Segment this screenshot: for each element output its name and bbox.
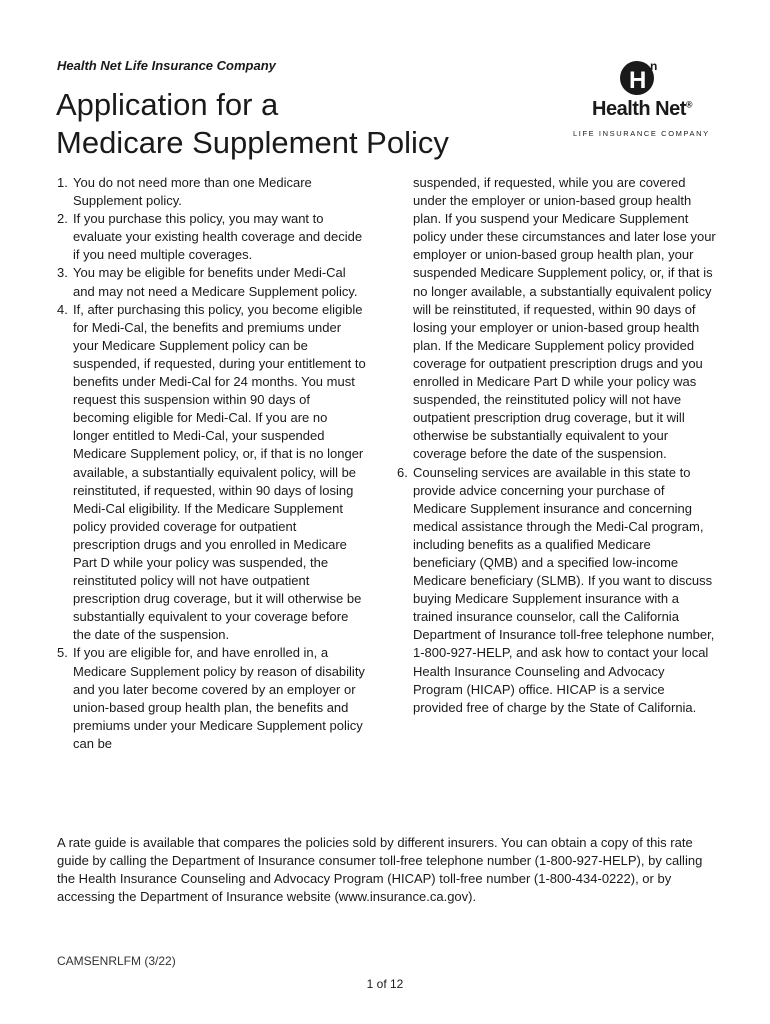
trademark: ® [685,99,693,110]
logo-mark-n: n [650,59,658,73]
notice-item-5-continued: suspended, if requested, while you are covered under the employer or union-based group health plan. If you suspend your Medicare Supplement policy under these circumstances and later lose your employer or union-based group health plan, your suspended Medicare Supplement policy, or, if that is no longer available, a substantially equivalent policy will be reinstituted, if requested, within 90 days of losing your employer or union-based group health plan. If the Medicare Supplement policy provided coverage for outpatient prescription drugs and you enrolled in Medicare Part D while your policy was suspended, the reinstituted policy will not have outpatient prescription drug coverage, but it will otherwise be substantially equivalent to your coverage before the date of the suspension. [413,175,716,462]
title-line-2: Medicare Supplement Policy [56,125,449,160]
notice-item-6: 6. Counseling services are available in this state to provide advice concerning your purchase of Medicare Supplement insurance and concerning medical assistance through the Medi-Cal program, including benefits as a qualified Medicare beneficiary (QMB) and a specified low-income Medicare beneficiary (SLMB). If you want to discuss buying Medicare Supplement insurance with a trained insurance counselor, call the California Department of Insurance toll-free telephone number, 1-800-927-HELP, and ask how to contact your local Health Insurance Counseling and Advocacy Program (HICAP) office. HICAP is a service provided free of charge by the State of California. [397,464,715,715]
notice-item-4: 4. If, after purchasing this policy, you become eligible for Medi-Cal, the benefits and premiums under your Medicare Supplement policy can be suspended, if requested, during your entitlement to benefits under Medi-Cal for 24 months. You must request this suspension within 90 days of becoming eligible for Medi-Cal. If you are no longer entitled to Medi-Cal, your suspended Medicare Supplement policy, or, if that is no longer available, a substantially equivalent policy, will be reinstituted, if requested, within 90 days of losing Medi-Cal eligibility. If the Medicare Supplement policy provided coverage for outpatient prescription drugs and you enrolled in Medicare Part D while your policy was suspended, the reinstituted policy will not have outpatient prescription drug coverage, but it will otherwise be substantially equivalent to your coverage before the date of the suspension. [57,301,366,643]
logo-name: Health Net® [592,98,693,120]
logo-mark-h: H [629,67,647,94]
notices-left-column [57,174,367,753]
notice-item-2: 2. If you purchase this policy, you may want to evaluate your existing health coverage and decide if you need multiple coverages. [57,211,363,263]
logo-subtitle: LIFE INSURANCE COMPANY [573,129,710,138]
rate-guide-paragraph: A rate guide is available that compares the policies sold by different insurers. You can obtain a copy of this rate guide by calling the Department of Insurance consumer toll-free telephone number (1-800-927-HELP), by calling the Health Insurance Counseling and Advocacy Program (HICAP) toll-free number (1-800-434-0222), or by accessing the Department of Insurance website (www.insurance.ca.gov). [57,835,703,905]
title-line-1: Application for a [56,87,279,122]
page-title [56,86,526,162]
notice-item-3: 3. You may be eligible for benefits under Medi-Cal and may not need a Medicare Supplement policy. [57,265,358,299]
notices-right-column [397,174,717,717]
notice-item-5: 5. If you are eligible for, and have enrolled in, a Medicare Supplement policy by reason of disability and you later become covered by an employer or union-based group health plan, the benefits and premiums under your Medicare Supplement policy can be [57,645,365,751]
page-number: 1 of 12 [366,977,404,991]
form-code: CAMSENRLFM (3/22) [57,954,176,968]
notice-item-1: 1. You do not need more than one Medicare Supplement policy. [57,175,312,209]
health-net-logo-icon [619,58,663,96]
company-name: Health Net Life Insurance Company [57,58,276,73]
health-net-logo [570,58,720,142]
